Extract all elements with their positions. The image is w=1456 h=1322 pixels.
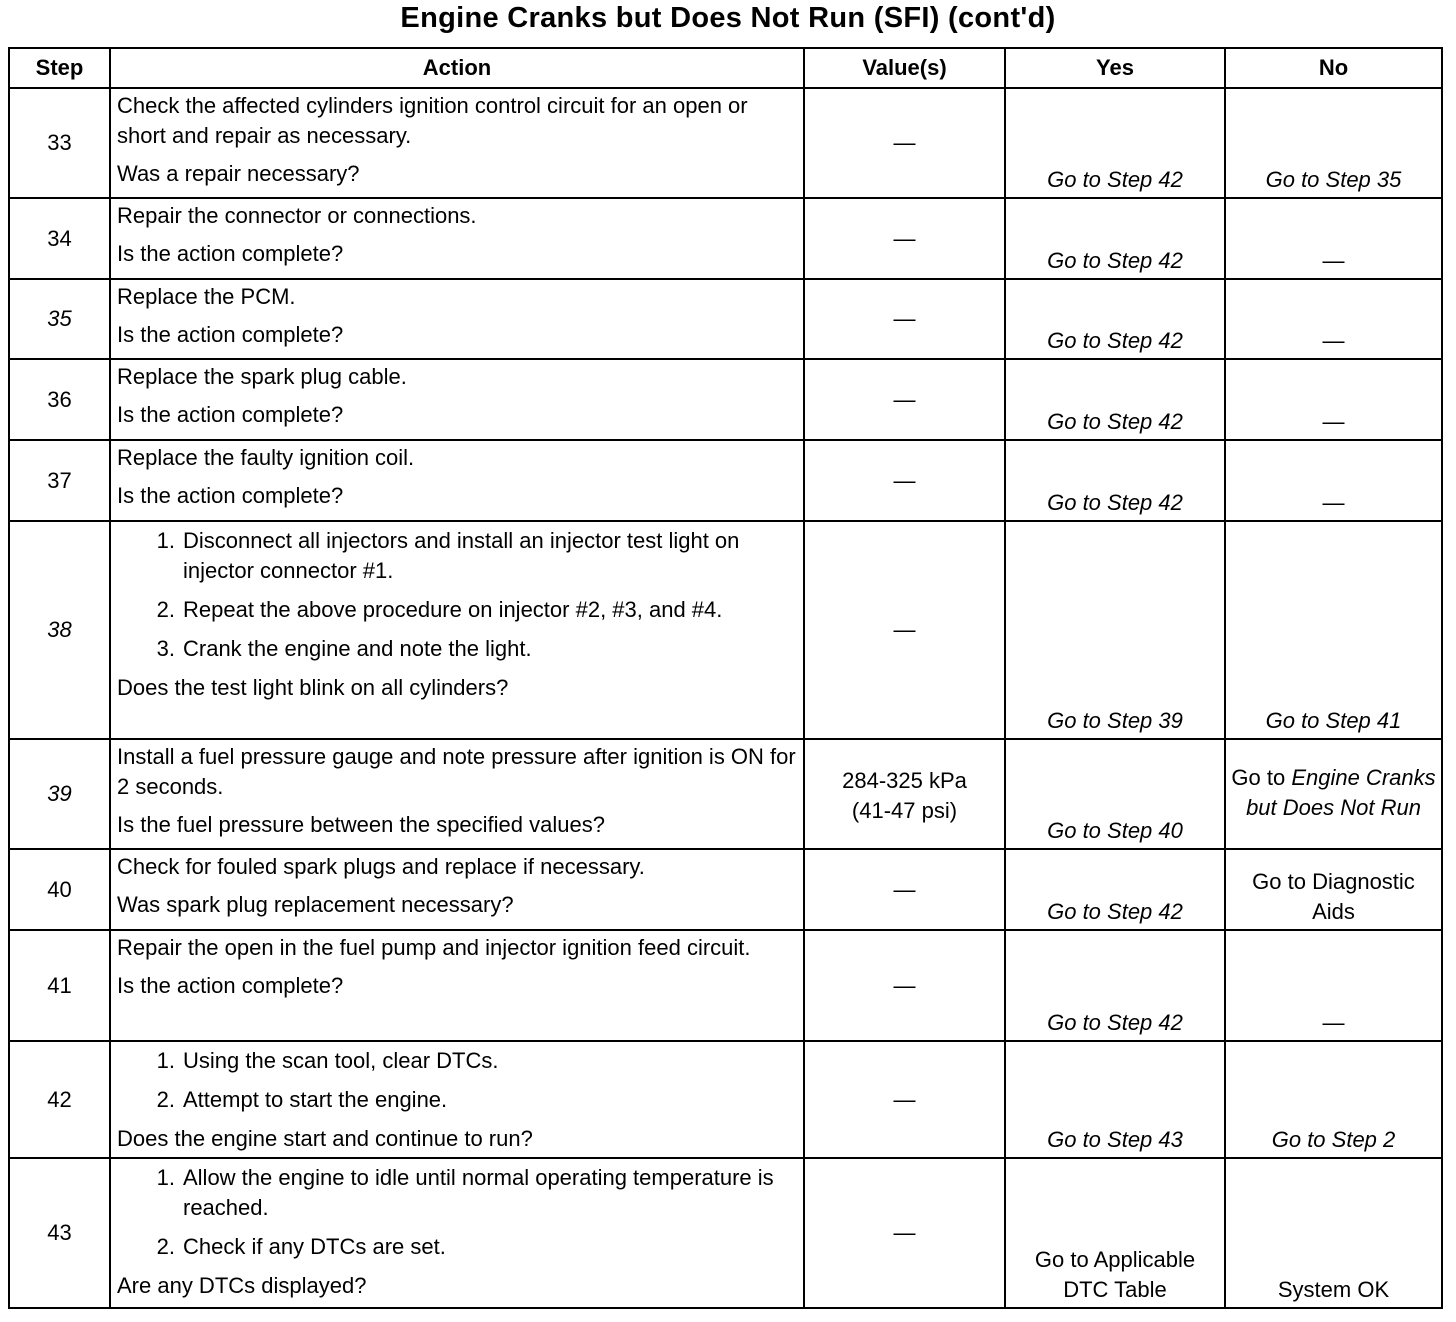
yes-cell: Go to Step 42 bbox=[1005, 198, 1225, 279]
action-cell bbox=[110, 1158, 804, 1308]
numbered-steps bbox=[117, 1163, 797, 1262]
step-number: 42 bbox=[9, 1041, 110, 1158]
action-question: Is the fuel pressure between the specified values? bbox=[117, 812, 605, 837]
step-number: 43 bbox=[9, 1158, 110, 1308]
header-yes: Yes bbox=[1005, 48, 1225, 88]
action-cell bbox=[110, 279, 804, 359]
numbered-steps bbox=[117, 526, 797, 664]
action-text: Check for fouled spark plugs and replace if necessary. bbox=[117, 854, 645, 879]
action-question: Does the engine start and continue to run? bbox=[117, 1126, 533, 1151]
list-item bbox=[117, 1163, 797, 1223]
numbered-steps bbox=[117, 1046, 797, 1115]
no-cell: — bbox=[1225, 279, 1442, 359]
table-row bbox=[9, 88, 1442, 198]
no-prefix: Go to bbox=[1231, 765, 1286, 790]
action-cell bbox=[110, 88, 804, 198]
value-text: 284-325 kPa (41-47 psi) bbox=[842, 768, 967, 823]
value-cell bbox=[804, 440, 1005, 521]
yes-cell: Go to Step 42 bbox=[1005, 359, 1225, 440]
action-cell bbox=[110, 930, 804, 1041]
step-number: 34 bbox=[9, 198, 110, 279]
list-text: Disconnect all injectors and install an injector test light on injector connector #1. bbox=[183, 528, 740, 583]
value-cell bbox=[804, 739, 1005, 849]
step-number: 35 bbox=[9, 279, 110, 359]
table-row bbox=[9, 440, 1442, 521]
value-cell bbox=[804, 1041, 1005, 1158]
no-cell: Go to Step 35 bbox=[1225, 88, 1442, 198]
step-number: 38 bbox=[9, 521, 110, 739]
no-cell: — bbox=[1225, 359, 1442, 440]
value-text: — bbox=[893, 306, 916, 331]
action-question: Was a repair necessary? bbox=[117, 161, 360, 186]
action-question: Is the action complete? bbox=[117, 322, 344, 347]
diagnostic-table bbox=[8, 47, 1443, 1309]
header-step: Step bbox=[9, 48, 110, 88]
step-number: 37 bbox=[9, 440, 110, 521]
list-item bbox=[117, 634, 797, 664]
yes-cell: Go to Step 42 bbox=[1005, 88, 1225, 198]
no-cell: — bbox=[1225, 198, 1442, 279]
action-cell bbox=[110, 440, 804, 521]
action-text: Repair the open in the fuel pump and injector ignition feed circuit. bbox=[117, 935, 751, 960]
no-cell bbox=[1225, 739, 1442, 849]
table-row bbox=[9, 359, 1442, 440]
step-number: 41 bbox=[9, 930, 110, 1041]
no-cell: Go to Step 41 bbox=[1225, 521, 1442, 739]
action-question: Is the action complete? bbox=[117, 402, 344, 427]
header-action: Action bbox=[110, 48, 804, 88]
value-cell bbox=[804, 198, 1005, 279]
list-text: Crank the engine and note the light. bbox=[183, 636, 532, 661]
value-cell bbox=[804, 88, 1005, 198]
no-cell: — bbox=[1225, 440, 1442, 521]
yes-cell: Go to Step 42 bbox=[1005, 440, 1225, 521]
action-cell bbox=[110, 849, 804, 930]
no-cell: System OK bbox=[1225, 1158, 1442, 1308]
yes-cell: Go to Applicable DTC Table bbox=[1005, 1158, 1225, 1308]
list-text: Attempt to start the engine. bbox=[183, 1087, 448, 1112]
action-text: Replace the PCM. bbox=[117, 284, 296, 309]
list-number: 1. bbox=[156, 1165, 175, 1190]
value-text: — bbox=[893, 130, 916, 155]
list-item bbox=[117, 526, 797, 586]
value-text: — bbox=[893, 467, 916, 493]
action-question: Are any DTCs displayed? bbox=[117, 1273, 367, 1298]
list-item bbox=[117, 595, 797, 625]
value-text: — bbox=[893, 617, 916, 642]
list-item bbox=[117, 1232, 797, 1262]
table-row bbox=[9, 198, 1442, 279]
list-text: Using the scan tool, clear DTCs. bbox=[183, 1048, 499, 1073]
action-question: Is the action complete? bbox=[117, 483, 344, 508]
yes-cell: Go to Step 42 bbox=[1005, 930, 1225, 1041]
header-value: Value(s) bbox=[804, 48, 1005, 88]
step-number: 33 bbox=[9, 88, 110, 198]
step-number: 36 bbox=[9, 359, 110, 440]
page-title: Engine Cranks but Does Not Run (SFI) (cont'd) bbox=[400, 2, 1056, 34]
list-text: Check if any DTCs are set. bbox=[183, 1234, 446, 1259]
value-cell bbox=[804, 359, 1005, 440]
value-cell bbox=[804, 279, 1005, 359]
value-text: — bbox=[893, 876, 916, 902]
no-cell: — bbox=[1225, 930, 1442, 1041]
value-cell bbox=[804, 849, 1005, 930]
header-no: No bbox=[1225, 48, 1442, 88]
table-row bbox=[9, 849, 1442, 930]
list-number: 2. bbox=[156, 1234, 175, 1259]
list-item bbox=[117, 1085, 797, 1115]
action-text: Replace the faulty ignition coil. bbox=[117, 445, 415, 470]
yes-cell: Go to Step 42 bbox=[1005, 279, 1225, 359]
action-cell bbox=[110, 198, 804, 279]
list-number: 1. bbox=[156, 1048, 175, 1073]
action-question: Is the action complete? bbox=[117, 973, 344, 998]
table-row bbox=[9, 930, 1442, 1041]
table-row bbox=[9, 739, 1442, 849]
action-question: Was spark plug replacement necessary? bbox=[117, 892, 514, 917]
list-number: 3. bbox=[156, 636, 175, 661]
action-text: Repair the connector or connections. bbox=[117, 203, 477, 228]
list-text: Allow the engine to idle until normal operating temperature is reached. bbox=[183, 1165, 774, 1220]
value-text: — bbox=[893, 972, 916, 998]
header-row bbox=[9, 48, 1442, 88]
no-cell: Go to Diagnostic Aids bbox=[1225, 849, 1442, 930]
action-question: Is the action complete? bbox=[117, 241, 344, 266]
list-number: 2. bbox=[156, 597, 175, 622]
yes-cell: Go to Step 42 bbox=[1005, 849, 1225, 930]
no-link[interactable]: Engine Cranks but Does Not Run bbox=[1246, 765, 1436, 820]
list-item bbox=[117, 1046, 797, 1076]
value-text: — bbox=[893, 225, 916, 251]
value-cell bbox=[804, 930, 1005, 1041]
action-cell bbox=[110, 359, 804, 440]
value-text: — bbox=[893, 1086, 916, 1112]
action-cell bbox=[110, 1041, 804, 1158]
value-text: — bbox=[893, 1220, 916, 1245]
table-row bbox=[9, 1041, 1442, 1158]
value-text: — bbox=[893, 386, 916, 412]
no-cell: Go to Step 2 bbox=[1225, 1041, 1442, 1158]
table-row bbox=[9, 521, 1442, 739]
step-number: 39 bbox=[9, 739, 110, 849]
table-row bbox=[9, 279, 1442, 359]
yes-cell: Go to Step 40 bbox=[1005, 739, 1225, 849]
list-number: 2. bbox=[156, 1087, 175, 1112]
action-cell bbox=[110, 521, 804, 739]
list-text: Repeat the above procedure on injector #2, #3, and #4. bbox=[183, 597, 723, 622]
action-question: Does the test light blink on all cylinders? bbox=[117, 675, 509, 700]
action-text: Check the affected cylinders ignition control circuit for an open or short and repair as necessary. bbox=[117, 93, 748, 148]
action-text: Replace the spark plug cable. bbox=[117, 364, 407, 389]
value-cell bbox=[804, 1158, 1005, 1308]
table-row bbox=[9, 1158, 1442, 1308]
step-number: 40 bbox=[9, 849, 110, 930]
yes-cell: Go to Step 39 bbox=[1005, 521, 1225, 739]
action-text: Install a fuel pressure gauge and note pressure after ignition is ON for 2 seconds. bbox=[117, 744, 796, 799]
action-cell bbox=[110, 739, 804, 849]
yes-cell: Go to Step 43 bbox=[1005, 1041, 1225, 1158]
list-number: 1. bbox=[156, 528, 175, 553]
value-cell bbox=[804, 521, 1005, 739]
